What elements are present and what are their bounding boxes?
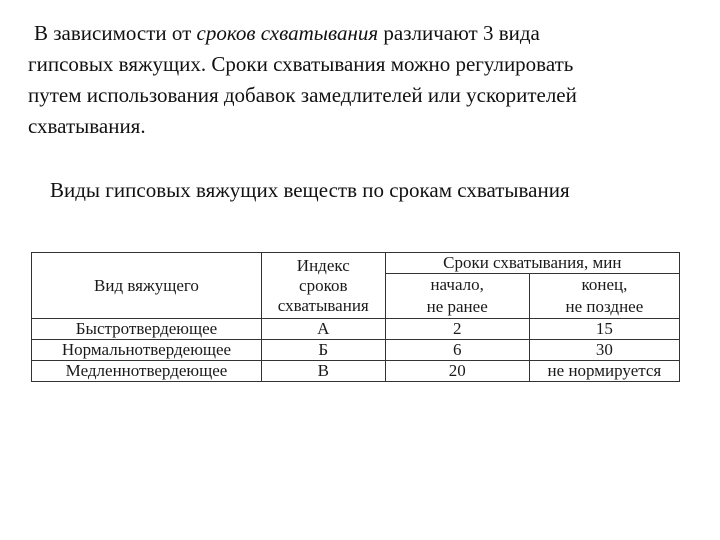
cell-end: 30	[529, 340, 679, 361]
header-index-line-3: схватывания	[277, 295, 369, 315]
cell-start: 6	[385, 340, 529, 361]
header-setting-times: Сроки схватывания, мин	[385, 253, 679, 274]
table-body	[32, 319, 680, 382]
header-index-line-2: сроков	[299, 275, 348, 295]
intro-line-1	[28, 18, 698, 49]
cell-binder-type: Быстротвердеющее	[32, 319, 262, 340]
table-row	[32, 319, 680, 340]
cell-index: Б	[261, 340, 385, 361]
header-row-1	[32, 253, 680, 274]
cell-start: 20	[385, 361, 529, 382]
table-row	[32, 340, 680, 361]
header-end-line-1: конец,	[581, 275, 628, 294]
intro-line-3: путем использования добавок замедлителей или ускорителей	[28, 83, 577, 107]
header-index	[261, 253, 385, 319]
header-start-line-1: начало,	[430, 275, 484, 294]
cell-binder-type: Нормальнотвердеющее	[32, 340, 262, 361]
table-header	[32, 253, 680, 319]
cell-end: 15	[529, 319, 679, 340]
table-row	[32, 361, 680, 382]
intro-emphasis: сроков схватывания	[196, 21, 379, 45]
intro-paragraph	[28, 18, 698, 142]
header-start-line-2: не ранее	[426, 297, 488, 316]
header-end	[529, 274, 679, 319]
intro-line-2: гипсовых вяжущих. Сроки схватывания можно регулировать	[28, 52, 574, 76]
intro-text-tail: различают 3 вида	[378, 21, 540, 45]
cell-index: А	[261, 319, 385, 340]
header-start	[385, 274, 529, 319]
header-index-line-1: Индекс	[296, 255, 350, 275]
setting-time-table	[31, 252, 680, 382]
cell-end: не нормируется	[529, 361, 679, 382]
cell-index: В	[261, 361, 385, 382]
header-binder-type: Вид вяжущего	[32, 253, 262, 319]
cell-binder-type: Медленнотвердеющее	[32, 361, 262, 382]
intro-text-lead: В зависимости от	[34, 21, 197, 45]
header-end-line-2: не позднее	[565, 297, 644, 316]
table-title: Виды гипсовых вяжущих веществ по срокам схватывания	[50, 178, 570, 202]
intro-line-4: схватывания.	[28, 114, 146, 138]
cell-start: 2	[385, 319, 529, 340]
